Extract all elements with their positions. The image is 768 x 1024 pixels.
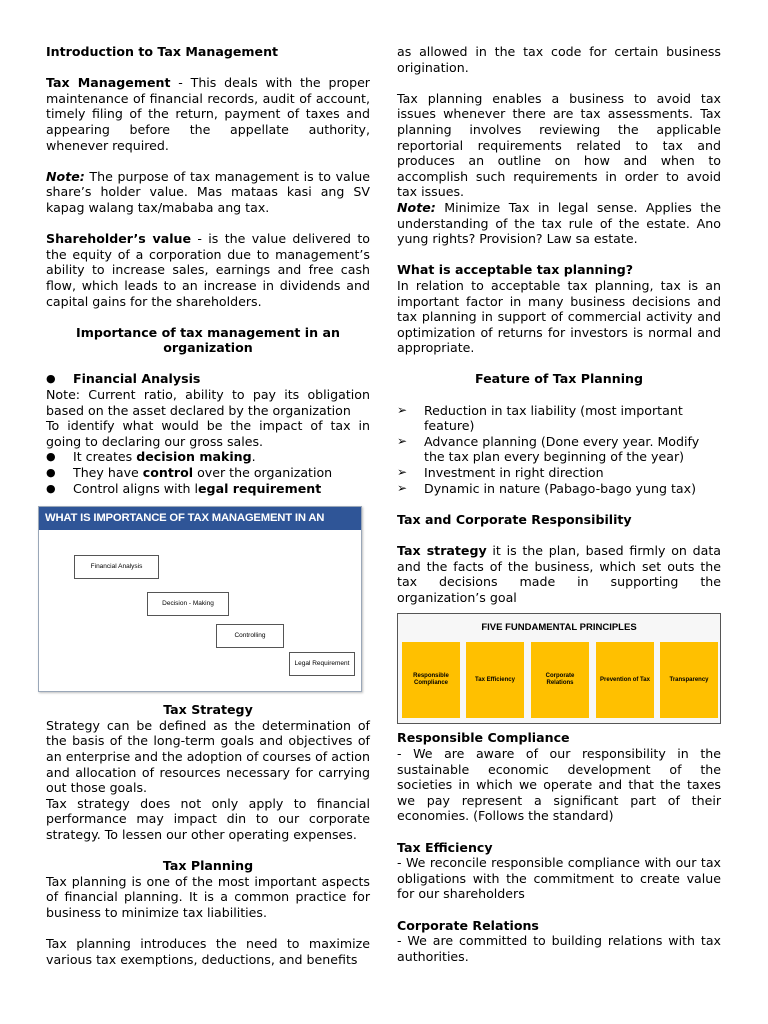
feature-heading: Feature of Tax Planning bbox=[474, 371, 644, 387]
bullet-icon: ● bbox=[46, 466, 56, 480]
arrow-bullet-icon: ➢ bbox=[397, 465, 408, 480]
tax-management-definition: - This deals with the proper maintenance of financial records, audit of account, timely filing of the return, payment of taxes and appearing before the appellate authority, whenever required. bbox=[46, 75, 370, 153]
bullet-text: over the organization bbox=[193, 465, 333, 481]
responsible-compliance-text: - We are aware of our responsibility in the sustainable economic development of the societies in which we operate and that the taxes we pay represent a significant part of their economies. (Follows the standard) bbox=[397, 745, 721, 824]
tax-corporate-heading: Tax and Corporate Responsibility bbox=[397, 511, 632, 527]
principle-card-responsible-compliance: Responsible Compliance bbox=[402, 642, 460, 718]
right-column bbox=[397, 44, 721, 964]
list-item bbox=[397, 465, 721, 481]
tax-strategy-paragraph-2: Tax strategy does not only apply to financial performance may impact din to our corporate strategy. To lessen our other operating expenses. bbox=[46, 795, 370, 842]
list-item bbox=[46, 481, 370, 497]
left-column bbox=[46, 44, 370, 967]
list-item bbox=[46, 465, 370, 481]
arrow-bullet-icon: ➢ bbox=[397, 402, 408, 417]
tax-strategy-definition: it is the plan, based firmly on data and the facts of the business, which set outs the tax decisions made in supporting the organization’s goal bbox=[397, 543, 721, 605]
tax-strategy-heading: Tax Strategy bbox=[163, 702, 253, 718]
importance-diagram bbox=[38, 506, 362, 692]
tax-strategy-definition-paragraph bbox=[397, 543, 721, 605]
shareholder-value-paragraph bbox=[46, 231, 370, 309]
list-item bbox=[46, 449, 370, 465]
bullet-bold-text: control bbox=[142, 465, 194, 481]
diagram-box-decision-making: Decision - Making bbox=[147, 592, 229, 616]
acceptable-planning-heading: What is acceptable tax planning? bbox=[397, 262, 634, 278]
note-paragraph-2 bbox=[397, 200, 721, 247]
principles-diagram bbox=[397, 613, 721, 724]
arrow-bullet-icon: ➢ bbox=[397, 433, 408, 448]
bullet-text: Control aligns with l bbox=[73, 480, 199, 496]
note-text: The purpose of tax management is to value share’s holder value. Mas mataas kasi ang SV kapag walang tax/mababa ang tax. bbox=[46, 168, 370, 215]
bullet-text: . bbox=[251, 449, 256, 465]
financial-analysis-label: Financial Analysis bbox=[73, 371, 201, 387]
tax-planning-paragraph-1: Tax planning is one of the most important aspects of financial planning. It is a common practice for business to minimize tax liabilities. bbox=[46, 873, 370, 920]
responsible-compliance-heading: Responsible Compliance bbox=[397, 730, 570, 746]
feature-text: Reduction in tax liability (most important feature) bbox=[424, 402, 683, 434]
list-item bbox=[397, 403, 721, 434]
tax-planning-paragraph-2: Tax planning introduces the need to maximize various tax exemptions, deductions, and benefits bbox=[46, 936, 370, 967]
bullet-bold-text: egal requirement bbox=[198, 480, 322, 496]
feature-text: Dynamic in nature (Pabago-bago yung tax) bbox=[424, 480, 696, 496]
note-label: Note: bbox=[46, 168, 85, 184]
corporate-relations-heading: Corporate Relations bbox=[397, 917, 539, 933]
intro-heading: Introduction to Tax Management bbox=[46, 44, 279, 59]
bullet-icon: ● bbox=[46, 372, 56, 386]
bullet-text: It creates bbox=[73, 449, 137, 465]
acceptable-planning-paragraph: In relation to acceptable tax planning, tax is an important factor in many business decisions and tax planning in support of commercial activity and optimization of returns for investors is normal and appropriate. bbox=[397, 277, 721, 356]
feature-list bbox=[397, 403, 721, 497]
list-item bbox=[397, 481, 721, 497]
principle-card-transparency: Transparency bbox=[660, 642, 718, 718]
financial-analysis-identify: To identify what would be the impact of tax in going to declaring our gross sales. bbox=[46, 418, 370, 449]
financial-analysis-note: Note: Current ratio, ability to pay its obligation based on the asset declared by the organization bbox=[46, 387, 370, 418]
corporate-relations-text: - We are committed to building relations with tax authorities. bbox=[397, 933, 721, 964]
financial-analysis-list bbox=[46, 371, 370, 387]
tax-efficiency-text: - We reconcile responsible compliance with our tax obligations with the commitment to create value for our shareholders bbox=[397, 855, 721, 902]
principle-card-corporate-relations: Corporate Relations bbox=[531, 642, 589, 718]
tax-efficiency-heading: Tax Efficiency bbox=[397, 839, 493, 855]
diagram-box-controlling: Controlling bbox=[216, 624, 284, 648]
diagram-title: WHAT IS IMPORTANCE OF TAX MANAGEMENT IN AN ORGANIZATION bbox=[39, 507, 361, 530]
principle-card-tax-efficiency: Tax Efficiency bbox=[466, 642, 524, 718]
principle-card-prevention-of-tax: Prevention of Tax bbox=[596, 642, 654, 718]
list-item bbox=[46, 371, 370, 387]
avoid-issues-paragraph: Tax planning enables a business to avoid tax issues whenever there are tax assessments. Tax planning involves reviewing the applicable reportorial requirements related to tax and produces an outline on how and when to accomplish such requirements in order to avoid tax issues. bbox=[397, 90, 721, 200]
shareholder-value-term: Shareholder’s value bbox=[46, 231, 192, 247]
bullet-icon: ● bbox=[46, 481, 56, 495]
importance-heading: Importance of tax management in an organization bbox=[76, 324, 340, 356]
tax-strategy-paragraph-1: Strategy can be defined as the determination of the basis of the long-term goals and objectives of an enterprise and the adoption of courses of action and allocation of resources necessary for carrying out those goals. bbox=[46, 717, 370, 796]
diagram-box-legal-requirement: Legal Requirement bbox=[289, 652, 355, 676]
bullet-icon: ● bbox=[46, 450, 56, 464]
feature-text: Investment in right direction bbox=[424, 465, 604, 481]
shareholder-value-definition: - is the value delivered to the equity of a corporation due to management’s ability to increase sales, earnings and free cash flow, which leads to an increase in dividends and capital gains for the shareholders. bbox=[46, 231, 371, 309]
list-item bbox=[397, 434, 721, 465]
bullet-bold-text: decision making bbox=[136, 449, 252, 465]
note-text: Minimize Tax in legal sense. Applies the understanding of the tax rule of the estate. Ano yung rights? Provision? Law sa estate. bbox=[397, 199, 721, 247]
note-label: Note: bbox=[397, 199, 436, 215]
arrow-bullet-icon: ➢ bbox=[397, 480, 408, 495]
feature-text: Advance planning (Done every year. Modify the tax plan every beginning of the year) bbox=[424, 433, 700, 465]
diagram-box-financial-analysis: Financial Analysis bbox=[74, 555, 159, 579]
note-paragraph-1 bbox=[46, 169, 370, 216]
tax-management-paragraph bbox=[46, 75, 370, 153]
tax-management-term: Tax Management bbox=[46, 75, 171, 91]
continuation-paragraph: as allowed in the tax code for certain business origination. bbox=[397, 44, 721, 75]
tax-strategy-term: Tax strategy bbox=[397, 543, 487, 558]
bullet-list bbox=[46, 449, 370, 496]
bullet-text: They have bbox=[73, 465, 143, 481]
tax-planning-heading: Tax Planning bbox=[162, 858, 254, 874]
principles-title: FIVE FUNDAMENTAL PRINCIPLES bbox=[481, 622, 637, 634]
